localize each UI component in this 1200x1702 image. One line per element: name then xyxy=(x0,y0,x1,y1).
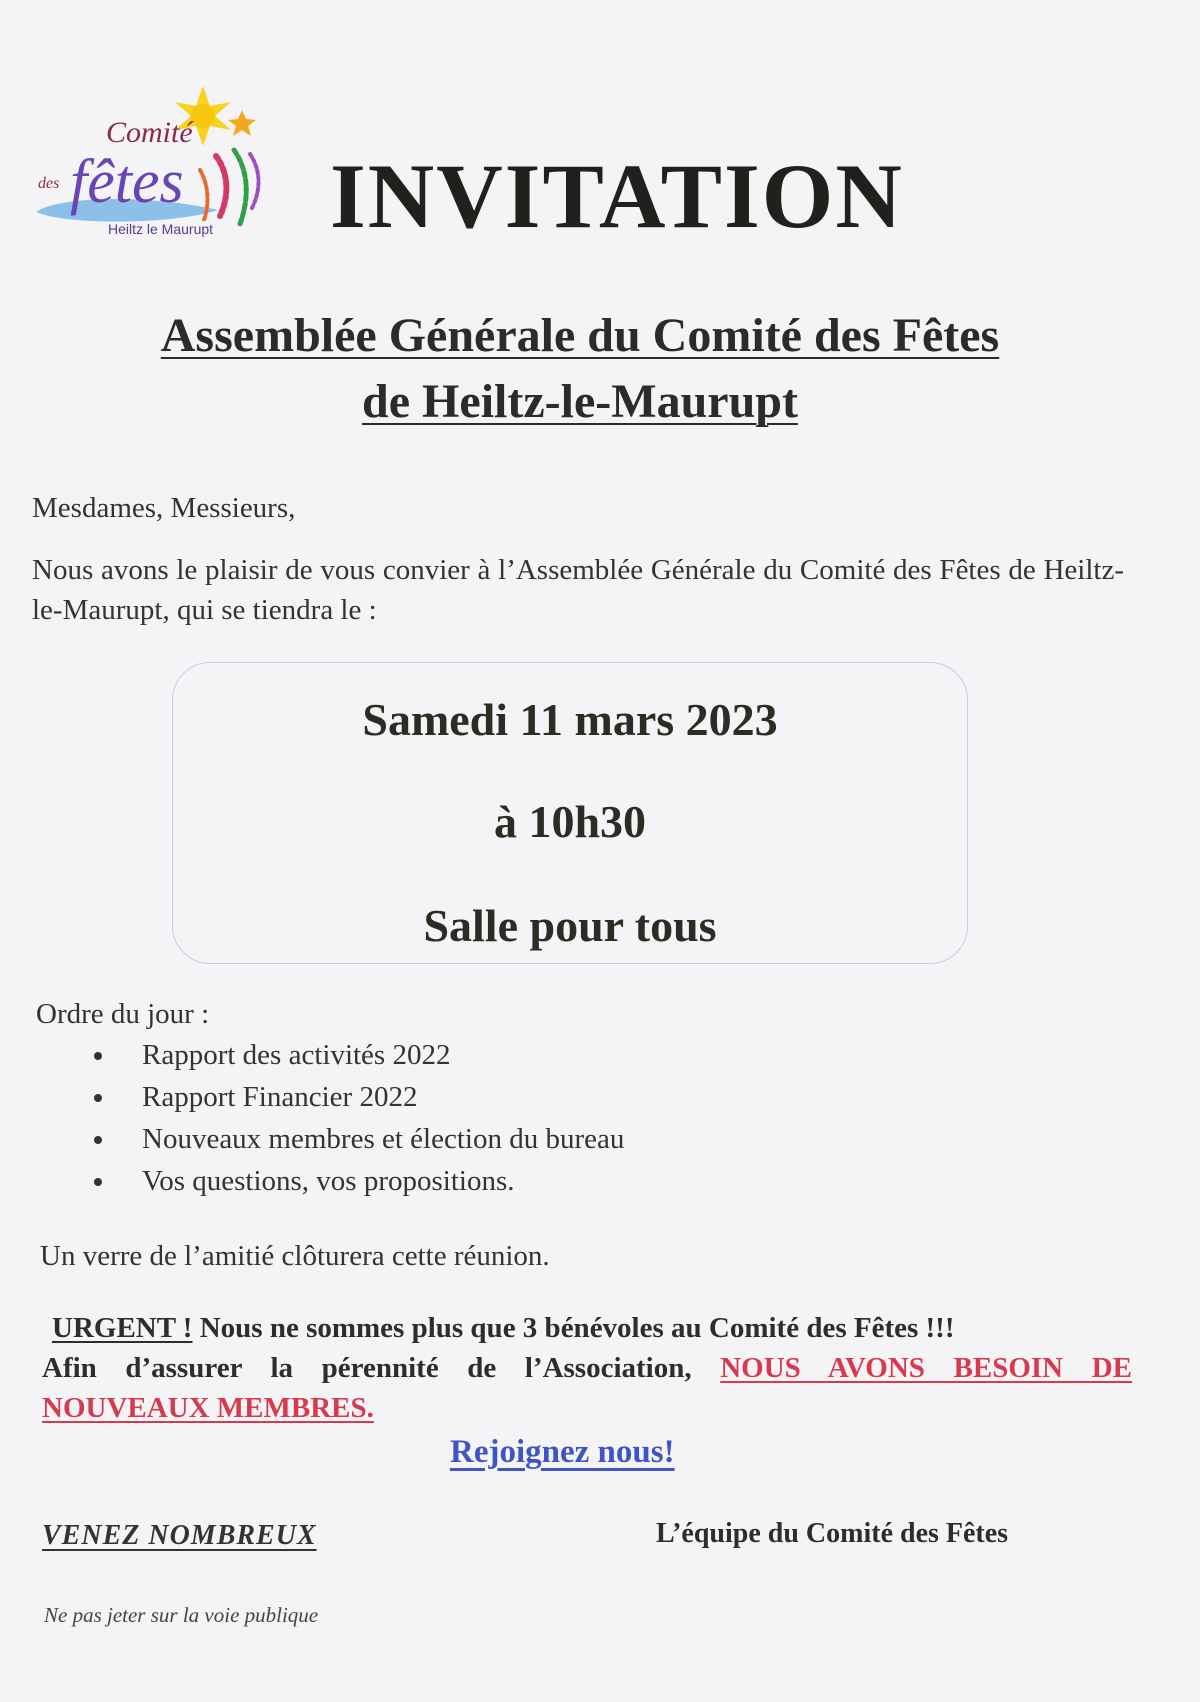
agenda-list xyxy=(94,1034,624,1202)
logo-text-fetes: fêtes xyxy=(70,148,184,216)
list-item: Vos questions, vos propositions. xyxy=(94,1160,624,1202)
urgent-line-2 xyxy=(42,1348,1132,1388)
urgent-notice xyxy=(42,1308,1142,1428)
event-date: Samedi 11 mars 2023 xyxy=(362,694,778,745)
logo-text-comite: Comité xyxy=(106,116,193,149)
logo-text-des: des xyxy=(38,175,60,192)
logo-graphic xyxy=(28,84,268,264)
intro-paragraph: Nous avons le plaisir de vous convier à l’Assemblée Générale du Comité des Fêtes de Heiltz-le-Maurupt, qui se tiendra le : xyxy=(32,554,1124,627)
event-details-box xyxy=(172,662,968,964)
list-item: Nouveaux membres et élection du bureau xyxy=(94,1118,624,1160)
urgent-red-text-2: NOUVEAUX MEMBRES. xyxy=(42,1392,374,1425)
join-us-link: Rejoignez nous! xyxy=(450,1434,675,1470)
urgent-text-2: Afin d’assurer la pérennité de l’Association, xyxy=(42,1352,721,1385)
comite-des-fetes-logo xyxy=(28,84,268,264)
urgent-text-1: Nous ne sommes plus que 3 bénévoles au Comité des Fêtes !!! xyxy=(192,1312,955,1344)
list-item: Rapport Financier 2022 xyxy=(94,1076,624,1118)
greeting: Mesdames, Messieurs, xyxy=(32,492,296,524)
logo-text-village: Heiltz le Maurupt xyxy=(108,221,214,237)
closing-sentence: Un verre de l’amitié clôturera cette réunion. xyxy=(40,1240,550,1272)
heading-line-2: de Heiltz-le-Maurupt xyxy=(362,375,798,428)
team-signature: L’équipe du Comité des Fêtes xyxy=(656,1518,1009,1549)
list-item: Rapport des activités 2022 xyxy=(94,1034,624,1076)
venez-nombreux: VENEZ NOMBREUX xyxy=(42,1520,317,1551)
footer-note: Ne pas jeter sur la voie publique xyxy=(44,1603,319,1627)
event-time: à 10h30 xyxy=(493,796,647,847)
urgent-label: URGENT ! xyxy=(52,1312,193,1344)
star-icon xyxy=(228,110,256,136)
page-title: INVITATION xyxy=(330,145,904,247)
urgent-red-text-1: NOUS AVONS BESOIN DE xyxy=(720,1352,1132,1385)
agenda-label: Ordre du jour : xyxy=(36,998,210,1030)
heading-line-1: Assemblée Générale du Comité des Fêtes xyxy=(160,309,1000,362)
event-place: Salle pour tous xyxy=(423,900,717,951)
